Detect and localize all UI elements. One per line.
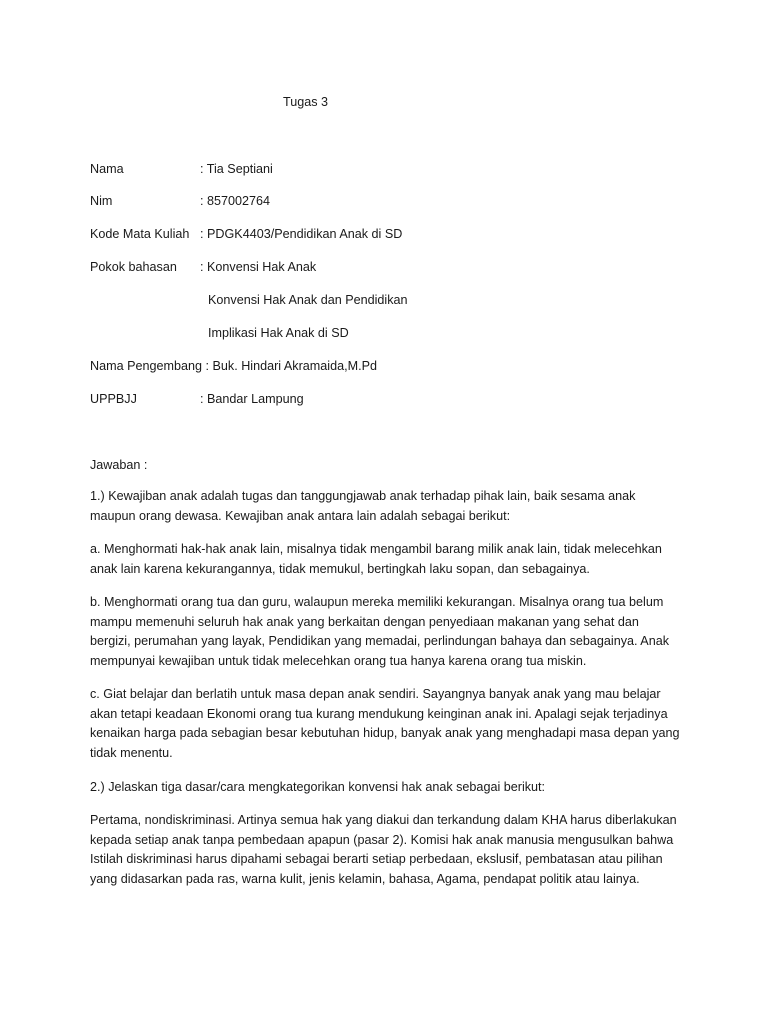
field-uppbjj-label: UPPBJJ (90, 392, 137, 406)
field-kode-label: Kode Mata Kuliah (90, 227, 190, 241)
field-nim-value: : 857002764 (200, 194, 271, 208)
document-title: Tugas 3 (283, 95, 329, 109)
paragraph-line: yang didasarkan pada ras, warna kulit, jenis kelamin, bahasa, Agama, pendapat politik atau lainya. (90, 871, 640, 886)
paragraph-line: kenaikan harga pada sebagian besar kebutuhan hidup, banyak anak yang menghadapi masa depan yang (90, 726, 680, 741)
field-nama-label: Nama (90, 162, 124, 176)
field-kode (90, 226, 402, 242)
paragraph-line: tidak menentu. (90, 745, 173, 760)
field-kode-value: : PDGK4403/Pendidikan Anak di SD (200, 227, 403, 241)
paragraph-line: bergizi, perumahan yang layak, Pendidikan yang memadai, perlindungan bahaya dan sebagainya. Anak (90, 634, 670, 649)
jawaban-heading: Jawaban : (90, 458, 148, 472)
paragraph-line: maupun orang dewasa. Kewajiban anak antara lain adalah sebagai berikut: (90, 508, 511, 523)
field-pokok (90, 259, 316, 275)
paragraph-line: 2.) Jelaskan tiga dasar/cara mengkategorikan konvensi hak anak sebagai berikut: (90, 780, 546, 794)
field-pokok-line-3: Implikasi Hak Anak di SD (208, 326, 349, 340)
paragraph-line: mempunyai kewajiban untuk tidak melecehkan orang tua hanya karena orang tua miskin. (90, 653, 587, 668)
paragraph-2 (90, 778, 690, 798)
paragraph-line: c. Giat belajar dan berlatih untuk masa depan anak sendiri. Sayangnya banyak anak yang mau belajar (90, 687, 661, 701)
field-pengembang: Nama Pengembang : Buk. Hindari Akramaida,M.Pd (90, 359, 377, 373)
paragraph-line: 1.) Kewajiban anak adalah tugas dan tanggungjawab anak terhadap pihak lain, baik sesama anak (90, 489, 636, 503)
field-pokok-value: : Konvensi Hak Anak (200, 260, 317, 274)
field-nim-label: Nim (90, 194, 113, 208)
paragraph-line: kepada setiap anak tanpa pembedaan apapun (pasar 2). Komisi hak anak manusia mengusulkan bahwa (90, 832, 674, 847)
field-nama (90, 161, 273, 177)
field-uppbjj (90, 391, 304, 407)
paragraph-line: anak lain karena kekurangannya, tidak memukul, bertingkah laku sopan, dan sebagainya. (90, 561, 590, 576)
field-uppbjj-value: : Bandar Lampung (200, 392, 304, 406)
paragraph-line: b. Menghormati orang tua dan guru, walaupun mereka memiliki kekurangan. Misalnya orang tua belum (90, 595, 664, 609)
paragraph-line: a. Menghormati hak-hak anak lain, misalnya tidak mengambil barang milik anak lain, tidak melecehkan (90, 542, 662, 556)
paragraph-3 (90, 811, 690, 889)
paragraph-a (90, 540, 690, 579)
paragraph-line: mampu memenuhi seluruh hak anak yang berkaitan dengan penyediaan makanan yang sehat dan (90, 614, 639, 629)
field-pokok-line-2: Konvensi Hak Anak dan Pendidikan (208, 293, 408, 307)
paragraph-line: Istilah diskriminasi harus dipahami sebagai berarti setiap perbedaan, ekslusif, pembatasan atau pilihan (90, 852, 663, 867)
field-pokok-label: Pokok bahasan (90, 260, 177, 274)
paragraph-c (90, 685, 690, 763)
paragraph-1 (90, 487, 690, 526)
paragraph-line: Pertama, nondiskriminasi. Artinya semua hak yang diakui dan terkandung dalam KHA harus diberlakukan (90, 813, 677, 827)
field-nama-value: : Tia Septiani (200, 162, 273, 176)
paragraph-line: akan tetapi keadaan Ekonomi orang tua kurang mendukung keinginan anak ini. Apalagi sejak terjadinya (90, 706, 668, 721)
paragraph-b (90, 593, 690, 671)
field-nim (90, 193, 270, 209)
